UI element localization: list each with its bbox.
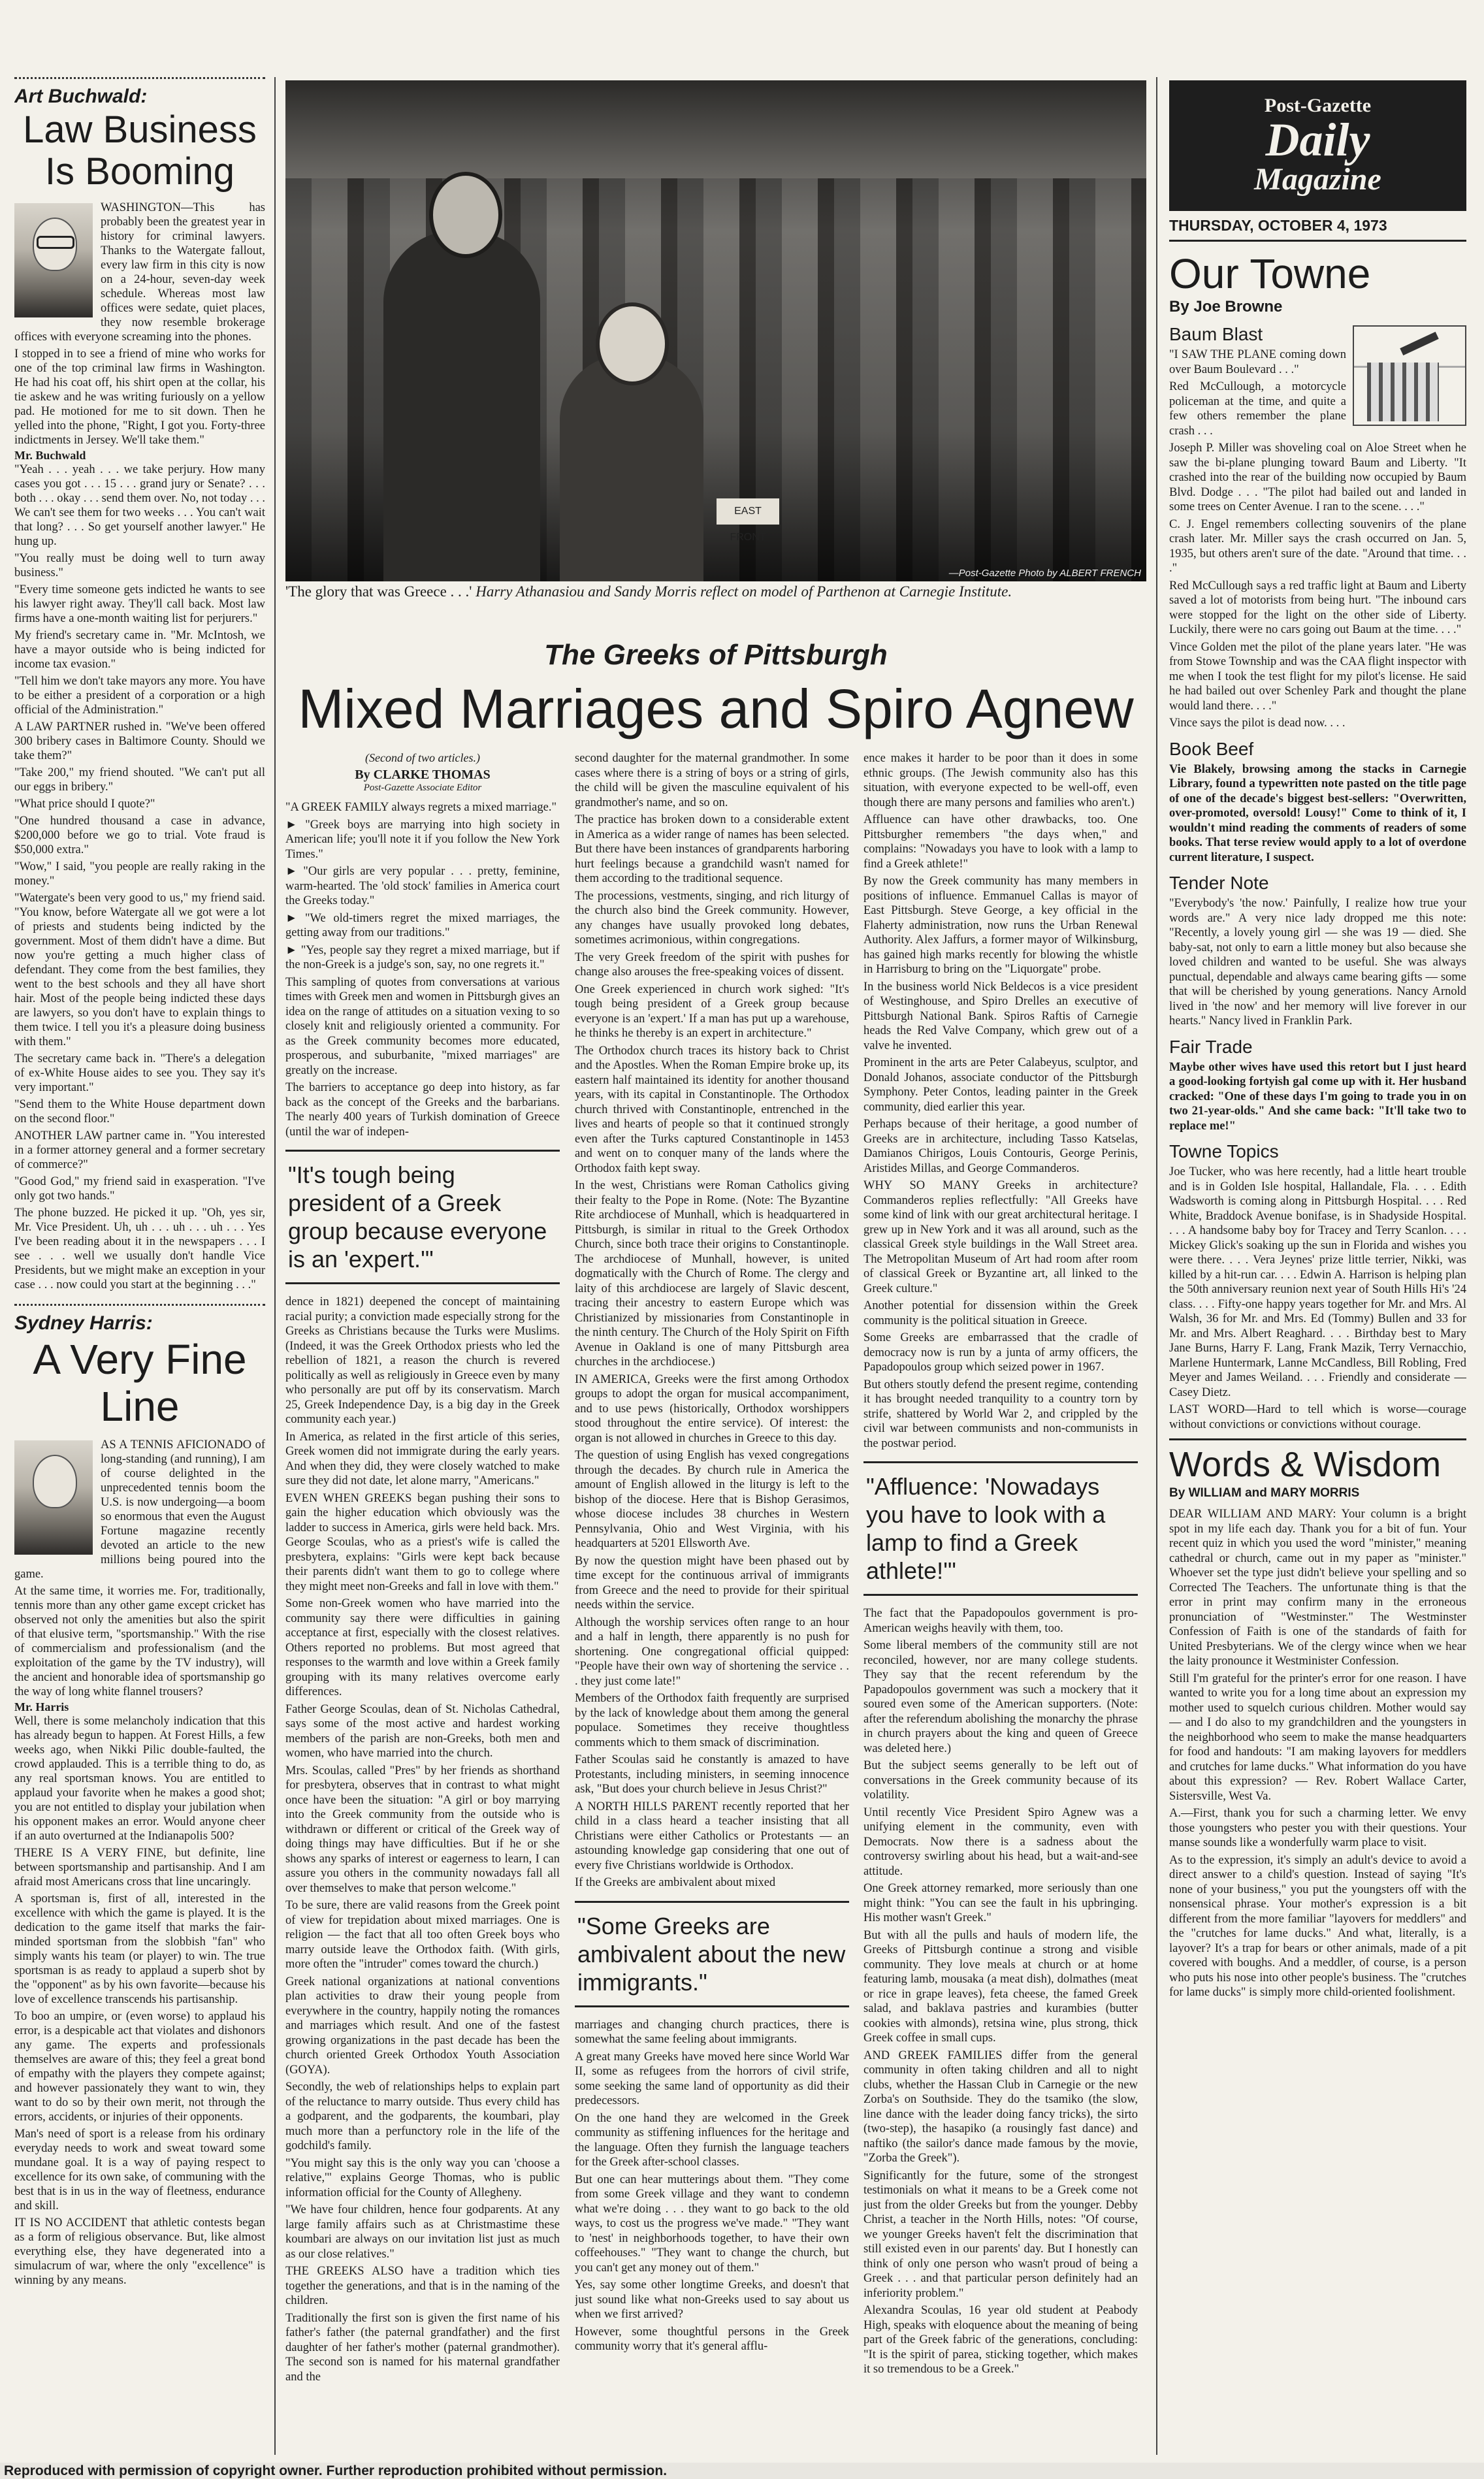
buchwald-paragraph: I stopped in to see a friend of mine who works for one of the top criminal law firms in Washington. He had his coat off, his shirt open at the collar, his tie askew and he was writing furiously on a yellow pad. He motioned for me to sit down. Then he yelled into the phone, "Right, I got you. Forty-three indictments in Jersey. We'll take them." — [14, 348, 265, 447]
buchwald-paragraph: "Good God," my friend said in exasperation. "I've only got two hands." — [14, 1175, 265, 1203]
greeks-column-2 — [575, 751, 849, 2459]
buchwald-kicker: Art Buchwald: — [14, 86, 148, 107]
article-paragraph: By now the Greek community has many members in positions of influence. Emmanuel Callas is mayor of East Pittsburgh. Steve George, a key official in the Flaherty administration, now runs the Urban Renewal Authority. Alex Jaffurs, a former mayor of Wilkinsburg, has gained high marks recently for blowing the whistle in Harrisburg to bring on the "Liquorgate" probe. — [863, 875, 1138, 976]
buchwald-paragraph: "Every time someone gets indicted he wants to see his lawyer right away. They'll call back. Most law firms have a one-month waiting list for perjurers." — [14, 583, 265, 625]
article-paragraph: In America, as related in the first article of this series, Greek women did not immigrate during the early years. And when they did, they were closely watched to make sure they did not date, let alone marry, "Americans." — [285, 1430, 560, 1487]
mug-caption: Mr. Harris — [14, 1700, 69, 1713]
article-paragraph: Greek national organizations at national conventions plan activities to draw their young people from everywhere in the country, happily noting the romances and marriages which result. And one of the fastest growing organizations in the past decade has been the church oriented Greek Orthodox Youth Association (GOYA). — [285, 1975, 560, 2077]
article-paragraph: WHY SO MANY Greeks in architecture? Commanderos replies reflectfully: "All Greeks have some kind of link with our great architectural heritage. I grew up in New York and it was all around, such as the classical Greek style buildings in the Wall Street area. The Metropolitan Museum of Art had room after room of classical Greek or Byzantine art, all linked to the Greek culture." — [863, 1179, 1138, 1295]
towne-paragraph: Joseph P. Miller was shoveling coal on Aloe Street when he saw the bi-plane plunging toward Baum and Liberty. "It crashed into the rear of the building now occupied by Baum Blvd. Dodge . . . "The pilot had bailed out and landed in some trees on Center Avenue. I ran to the scene. . . ." — [1169, 442, 1466, 513]
towne-subhead: Baum Blast — [1169, 324, 1263, 344]
article-paragraph: On the one hand they are welcomed in the Greek community as stiffening influences for the heritage and the language. Often they furnish the language teachers for the Greek after-school classes. — [575, 2111, 849, 2169]
towne-subhead: Tender Note — [1169, 873, 1269, 893]
article-paragraph: ► "Our girls are very popular . . . pretty, feminine, warm-hearted. The 'old stock' families in America court the Greeks today." — [285, 865, 560, 907]
words-paragraph: A.—First, thank you for such a charming letter. We envy those youngsters who pester you with their questions. Your manse sounds like a wonderfully warm place to visit. — [1169, 1807, 1466, 1849]
article-paragraph: However, some thoughtful persons in the Greek community worry that it's general afflu- — [575, 2325, 849, 2353]
towne-subhead: Towne Topics — [1169, 1141, 1279, 1161]
photo-caption — [285, 583, 1146, 600]
column-divider — [274, 77, 276, 2455]
towne-headline: Our Towne — [1169, 250, 1371, 297]
harris-mug — [14, 1440, 93, 1555]
article-paragraph: ence makes it harder to be poor than it does in some ethnic groups. (The Jewish community also has this situation, with everyone expected to be well-off, even though there are many persons and families who aren't.) — [863, 752, 1138, 809]
article-paragraph: Although the worship services often range to an hour and a half in length, there apparently is no push for shortening. One congregational official quipped: "People have their own way of shortening the service . . . they just come late!" — [575, 1615, 849, 1688]
words-headline: Words & Wisdom — [1169, 1438, 1466, 1485]
buchwald-paragraph: A LAW PARTNER rushed in. "We've been offered 300 bribery cases in Baltimore County. Should we take them?" — [14, 721, 265, 762]
mug-caption: Mr. Buchwald — [14, 449, 86, 462]
copyright-footer: Reproduced with permission of copyright owner. Further reproduction prohibited without permission. — [0, 2463, 1484, 2479]
article-paragraph: dence in 1821) deepened the concept of maintaining racial purity; a conviction made especially strong for the Greeks as Christians because the Turks were Muslims. (Indeed, it was the Greek Orthodox priests who led the rebellion of 1821, a reason the church is revered politically as well as religiously in Greece even by many who personally are put off by its conservatism. March 25, Greek Independence Day, is a big day in the Greek community each year.) — [285, 1295, 560, 1426]
article-paragraph: THE GREEKS ALSO have a tradition which ties together the generations, and that is in the naming of the children. — [285, 2265, 560, 2307]
towne-paragraph: "I SAW THE PLANE coming down over Baum Boulevard . . ." — [1169, 348, 1346, 376]
article-paragraph: One Greek experienced in church work sighed: "It's tough being president of a Greek group because everyone is an 'expert.' If a man has put up a warehouse, he thinks he thereby is an expert in architecture." — [575, 982, 849, 1040]
words-paragraph: As to the expression, it's simply an adult's device to avoid a direct answer to a child's question. Instead of saying "It's none of your business," you put the youngsters off with the nonsensical phrase. Your mother's expression is a bit different from the more familiar "layovers for meddlers" and the "crutches for lame ducks." And what, literally, is a layover? It's a trap for bears or other animals, made of a pit covered with boughs. And a meddler, of course, is a person who puts his nose into other people's business. The "crutches for lame ducks" is simply more child-oriented foolishment. — [1169, 1853, 1466, 1999]
masthead-line1: Post-Gazette — [1264, 95, 1372, 116]
harris-paragraph: AS A TENNIS AFICIONADO of long-standing (and running), I am of course delighted in the unprecedented tennis boom the U.S. is now undergoing—a boom so enormous that even the August Fortune magazine recently devoted an article to the new millions being poured into the game. — [14, 1438, 265, 1581]
parthenon-photo — [285, 80, 1146, 581]
article-paragraph: IN AMERICA, Greeks were the first among Orthodox groups to adopt the organ for musical accompaniment, and to use pews (historically, Orthodox worshippers stood throughout the entire service). Of interest: the organ is not allowed in churches in Greece to this day. — [575, 1372, 849, 1445]
buchwald-paragraph: "What price should I quote?" — [14, 798, 155, 811]
byline: By CLARKE THOMAS — [355, 768, 491, 782]
words-byline: By WILLIAM and MARY MORRIS — [1169, 1486, 1360, 1500]
article-paragraph: AND GREEK FAMILIES differ from the general community in often taking children and all to night clubs, whether the Hassan Club in Carnegie or the new Zorba's on Southside. They do the tsamiko (the slow, line dance with the leader doing fancy tricks), the sirto (two-step), the hasapiko (a rousingly fast dance) and naftiko (the sailor's dance made famous by the movie, "Zorba the Greek"). — [863, 2049, 1138, 2165]
article-paragraph: ► "Greek boys are marrying into high society in American life; you'll note it if you follow the New York Times." — [285, 818, 560, 861]
article-paragraph: The fact that the Papadopoulos government is pro-American weighs heavily with them, too. — [863, 1607, 1138, 1635]
harris-paragraph: At the same time, it worries me. For, traditionally, tennis more than any other game except cricket has observed not only the amenities but also the spirit of that elusive term, "sportsmanship." With the rise of commercialism and professionalism (and the exploitation of the game by the TV industry), will the ancient and honorable idea of sportsmanship go the way of long white flannel trousers? — [14, 1585, 265, 1698]
towne-paragraph: LAST WORD—Hard to tell which is worse—courage without convictions or convictions without courage. — [1169, 1403, 1466, 1431]
article-paragraph: Affluence can have other drawbacks, too. One Pittsburgher remembers "the days when," and complains: "Nowadays you have to look with a lamp to find a Greek athlete!" — [863, 813, 1138, 871]
greeks-column-3 — [863, 751, 1138, 2459]
towne-paragraph: Maybe other wives have used this retort but I just heard a good-looking fortyish gal come up with it. Her husband cracked: "One of these days I'm going to trade you in on two 21-year-olds." And she came back: "It'll take two to replace me!" — [1169, 1060, 1466, 1133]
plane-crash-sketch — [1353, 325, 1466, 426]
harris-paragraph: THERE IS A VERY FINE, but definite, line between sportsmanship and partisanship. And I am afraid most Americans cross that line uncaringly. — [14, 1847, 265, 1888]
article-paragraph: A great many Greeks have moved here since World War II, some as refugees from the horrors of civil strife, some seeking the same land of opportunity as did their predecessors. — [575, 2050, 849, 2107]
harris-column — [14, 1438, 265, 2288]
buchwald-column — [14, 201, 265, 1292]
buchwald-paragraph: "Watergate's been very good to us," my friend said. "You know, before Watergate all we got were a lot of priests and students being indicted by the government. Most of them didn't have a dime. But now you're getting a much higher class of defendant. They come from the best families, they went to the best schools and they all have short hair. Most of the people being indicted these days are lawyers, so you don't have to explain things to them twice. I tell you it's a pleasure doing business with them." — [14, 892, 265, 1048]
pull-quote: "Some Greeks are ambivalent about the new immigrants." — [575, 1901, 849, 2007]
masthead-line2: Daily — [1265, 114, 1370, 166]
towne-subhead: Book Beef — [1169, 738, 1254, 759]
column-rule — [14, 1304, 265, 1306]
byline-title: Post-Gazette Associate Editor — [363, 783, 482, 793]
masthead-line3: Magazine — [1254, 162, 1381, 197]
masthead — [1169, 80, 1466, 211]
article-paragraph: Alexandra Scoulas, 16 year old student at Peabody High, speaks with eloquence about the meaning of being part of the Greek fabric of the generations, concluding: "It is the spirit of parea, sticking together, which makes it so tremendous to be a Greek." — [863, 2304, 1138, 2376]
caption-quote: 'The glory that was Greece . . .' — [285, 583, 472, 600]
towne-paragraph: C. J. Engel remembers collecting souvenirs of the plane crash later. Mr. Miller says the crash occurred on Jan. 5, 1935, but others aren't sure of the date. "Around that time. . . ." — [1169, 517, 1466, 575]
left-column — [14, 77, 265, 2461]
caption-text: Harry Athanasiou and Sandy Morris reflect on model of Parthenon at Carnegie Institute. — [476, 583, 1012, 600]
buchwald-paragraph: ANOTHER LAW partner came in. "You interested in a former attorney general and a former secretary of commerce?" — [14, 1129, 265, 1171]
article-paragraph: ► "We old-timers regret the mixed marriages, the getting away from our traditions." — [285, 911, 560, 939]
series-title: The Greeks of Pittsburgh — [544, 639, 888, 671]
article-paragraph: The very Greek freedom of the spirit with pushes for change also arouses the free-speaking voices of dissent. — [575, 950, 849, 979]
article-paragraph: Mrs. Scoulas, called "Pres" by her friends as shorthand for presbytera, observes that in contrast to what might once have been the situation: "A girl or boy marrying into the Greek community from the outside who is withdrawn or different or critical of the Greek way of doing things may have difficulties. But if he or she shows any sparks of interest or eagerness to learn, I can assure you others in the community nowadays fall all over themselves to make that person welcome." — [285, 1764, 560, 1895]
buchwald-paragraph: "One hundred thousand a case in advance, $200,000 before we go to trial. Vote fraud is $50,000 extra." — [14, 815, 265, 856]
column-rule — [14, 77, 265, 79]
article-paragraph: If the Greeks are ambivalent about mixed — [575, 1876, 776, 1889]
article-paragraph: Perhaps because of their heritage, a good number of Greeks are in architecture, including Tasso Katselas, Damianos Chirigos, Louis Contouris, George Perinis, Aristides Millas, and George Commanderos. — [863, 1118, 1138, 1175]
towne-paragraph: "Everybody's 'the now.' Painfully, I realize how true your words are." A very nice lady dropped me this note: "Recently, a lovely young girl — she was 19 — died. She baby-sat, not only to earn a little money but also because she loved children and wanted to be useful. She was always punctual, dependable and always came bearing gifts — some that will be cherished by young generations. Nancy Arnold lived in 'the now' and her memory will live forever in our hearts." Nancy lived in Franklin Park. — [1169, 897, 1466, 1028]
article-paragraph: The practice has broken down to a considerable extent in America as a wider range of names has been selected. But there have been instances of grandparents harboring hurt feelings because a grandchild wasn't named for them according to the traditional sequence. — [575, 813, 849, 885]
article-paragraph: Father Scoulas said he constantly is amazed to have Protestants, including ministers, in seeming innocence ask, "But does your church believe in Jesus Christ?" — [575, 1753, 849, 1796]
article-paragraph: Father George Scoulas, dean of St. Nicholas Cathedral, says some of the most active and hardest working members of the parish are non-Greeks, both men and women, who have married into the church. — [285, 1702, 560, 1760]
article-paragraph: But others stoutly defend the present regime, contending it has brought needed tranquility to a country torn by strife, shattered by World War 2, and crippled by the civil war between communists and non-communists in the postwar period. — [863, 1378, 1138, 1450]
greeks-column-1 — [285, 751, 560, 2459]
article-paragraph: second daughter for the maternal grandmother. In some cases where there is a string of boys or a string of girls, the child will be given the masculine equivalent of his grandmother's name, and so on. — [575, 752, 849, 809]
article-paragraph: Secondly, the web of relationships helps to explain part of the reluctance to marry outside. Thus every child has a godparent, and the godparents, the koumbari, play much more than a perfunctory role in the life of the godchild's family. — [285, 2081, 560, 2152]
towne-paragraph: Vince Golden met the pilot of the plane years later. "He was from Stowe Township and was the CAA flight inspector with me when I took the test flight for my pilot's license. He said he had bailed out over Schenley Park and thought the plane would land there. . . ." — [1169, 640, 1466, 713]
article-paragraph: Some non-Greek women who have married into the community say there were difficulties in gaining acceptance at first, especially with the closest relatives. Others reported no problems. But most agreed that responses to the warmth and love within a Greek family grouping with its many relatives overcome early differences. — [285, 1597, 560, 1698]
article-paragraph: The processions, vestments, singing, and rich liturgy of the church also bind the Greek community. However, any changes have usually provoked long debates, sometimes acrimonious, within congregations. — [575, 889, 849, 947]
series-note: (Second of two articles.) — [365, 751, 480, 764]
article-paragraph: Significantly for the future, some of the strongest testimonials on what it means to be a Greek come not just from the older Greeks but from the younger. Debby Christ, a teacher in the North Hills, notes: "Of course, we younger Greeks haven't felt the discrimination that still existed even in our parents' day. But I honestly can think of only one person who wasn't proud of being a Greek . . . and that particular person definitely had an inferiority problem." — [863, 2169, 1138, 2300]
pull-quote: "Affluence: 'Nowadays you have to look with a lamp to find a Greek athlete!'" — [863, 1461, 1138, 1596]
dateline: THURSDAY, OCTOBER 4, 1973 — [1169, 217, 1466, 242]
harris-headline: A Very Fine Line — [33, 1336, 247, 1430]
buchwald-paragraph: "Yeah . . . yeah . . . we take perjury. How many cases you got . . . 15 . . . grand jury or Senate? . . . both . . . okay . . . send them over. No, not today . . . We can't see them for two weeks . . . You can't wait that long? . . . So get yourself another lawyer." He hung up. — [14, 463, 265, 548]
buchwald-paragraph: The phone buzzed. He picked it up. "Oh, yes sir, Mr. Vice President. Uh, uh . . . uh . . . uh . . . Yes I've been reading about it in the newspapers . . . I see . . . well we usually don't handle Vice Presidents, but we might make an exception in your case . . . now could you start at the beginning . . ." — [14, 1207, 265, 1291]
harris-paragraph: A sportsman is, first of all, interested in the excellence with which the game is played. It is the dedication to the game itself that marks the fair-minded sportsman from the slobbish "fan" who simply wants his team (or player) to win. The true sportsman is as ready to applaud a superb shot by the "opponent" as by his own favorite—because his love of excellence transcends his partisanship. — [14, 1892, 265, 2006]
article-paragraph: Some Greeks are embarrassed that the cradle of democracy now is run by a junta of army officers, the Papadopoulos group which seized power in 1967. — [863, 1331, 1138, 1374]
towne-byline: By Joe Browne — [1169, 298, 1283, 316]
words-paragraph: DEAR WILLIAM AND MARY: Your column is a bright spot in my life each day. Thank you for a bit of fun. Your recent quiz in which you used the word "minister," meaning cathedral or church, came out in my paper as "minister." Whoever set the type just didn't believe your spelling and so Corrected The Teachers. The unfortunate thing is that the error in print may confirm many in the erroneous pronunciation of "Westminster." The Westminster Confession of Faith is one of the standards of faith for United Presbyterians. We of the clergy wince when we hear the laity pronounce it Westminister Confession. — [1169, 1508, 1466, 1668]
article-paragraph: "We have four children, hence four godparents. At any large family affairs such as at Christmastime these koumbari are always on our invitation list just as much as our close relatives." — [285, 2203, 560, 2261]
buchwald-paragraph: "You really must be doing well to turn away business." — [14, 552, 265, 579]
words-paragraph: Still I'm grateful for the printer's error for one reason. I have wanted to write you for a long time about an expression my mother used to squelch curious children. Mother would say — and I do also to my grandchildren and the youngsters in the neighborhood who seem to make the manse headquarters for food and handouts: "I am making layovers for meddlers and crutches for lame ducks." What information do you have about this expression? — Rev. Robert Wallace Carter, Sistersville, West Va. — [1169, 1672, 1466, 1803]
harris-paragraph: Man's need of sport is a release from his ordinary everyday needs to work and sweat toward some mundane goal. It is a way of paying respect to excellence for its own sake, of communing with the best that is in us in the way of fleetness, endurance and skill. — [14, 2128, 265, 2212]
buchwald-paragraph: "Tell him we don't take mayors any more. You have to be either a president of a corporation or a high official of the Administration." — [14, 675, 265, 717]
article-paragraph: Traditionally the first son is given the first name of his father's father (the paternal grandfather) and the first daughter of her father's mother (paternal grandmother). The second son is named for his maternal grandfather and the — [285, 2311, 560, 2384]
buchwald-paragraph: My friend's secretary came in. "Mr. McIntosh, we have a mayor outside who is being indicted for income tax evasion." — [14, 629, 265, 671]
harris-paragraph: Well, there is some melancholy indication that this has already begun to happen. At Forest Hills, a few weeks ago, when Nikki Pilic double-faulted, the crowd applauded. This is a terrible thing to do, as any real sportsman knows. You are entitled to applaud your favorite when he makes a good shot; you are not entitled to display your jubilation when his opponent makes an error. Would anyone cheer if an auto overturned at the Indianapolis 500? — [14, 1715, 265, 1843]
harris-paragraph: IT IS NO ACCIDENT that athletic contests began as a form of religious observance. But, like almost everything else, they have degenerated into a simulacrum of war, where the only "excellence" is winning by any means. — [14, 2216, 265, 2287]
article-paragraph: In the west, Christians were Roman Catholics giving their fealty to the Pope in Rome. (Note: The Byzantine Rite archdiocese of Munhall, which is headquartered in Pittsburgh, is similar in ritual to the Greek Orthodox Church, since both trace their origins to Constantinople. The archdiocese of Munhall, however, is united dogmatically with the Church of Rome. The clergy and laity of this archdiocese are largely of Slavic descent, tracing their ancestry to eastern Europe which was Christianized by missionaries from Constantinople in the ninth century. The Church of the Holy Spirit on Fifth Avenue in Oakland is one of many Pittsburgh area churches in the archdiocese.) — [575, 1179, 849, 1369]
buchwald-paragraph: "Wow," I said, "you people are really raking in the money." — [14, 860, 265, 888]
article-paragraph: Members of the Orthodox faith frequently are surprised by the lack of knowledge about them among the general populace. Sometimes they receive thoughtless comments which to them smack of discrimination. — [575, 1692, 849, 1749]
pull-quote: "It's tough being president of a Greek group because everyone is an 'expert.'" — [285, 1150, 560, 1284]
buchwald-headline: Law Business Is Booming — [23, 108, 257, 193]
towne-subhead: Fair Trade — [1169, 1036, 1253, 1057]
article-paragraph: To be sure, there are valid reasons from the Greek point of view for trepidation about mixed marriages. One is religion — the fact that all too often Greek boys who marry outside leave the Orthodox faith. (With girls, more often the "intruder" comes toward the church.) — [285, 1899, 560, 1971]
towne-paragraph: Vie Blakely, browsing among the stacks in Carnegie Library, found a typewritten note pasted on the title page of one of the decade's biggest best-sellers: "Overwritten, over-promoted, oversold! Lousy!" Come to think of it, I wouldn't mind reading the comments of readers of some books. That terse review would apply to a lot of overdone current literature, I suspect. — [1169, 762, 1466, 864]
buchwald-mug — [14, 203, 93, 317]
article-paragraph: "You might say this is the only way you can 'choose a relative,'" explains George Thomas, who is public information official for the County of Allegheny. — [285, 2156, 560, 2199]
article-paragraph: Some liberal members of the community still are not reconciled, however, nor are many college students. They say that the recent referendum by the Papadopoulos government was such a mockery that it soured even some of the American supporters. (Note: after the referendum abolishing the monarchy the phrase in church prayers about the king and queen of Greece was deleted here.) — [863, 1639, 1138, 1755]
article-paragraph: A NORTH HILLS PARENT recently reported that her child in a class heard a teacher insisting that all Christians were either Catholics or Protestants — an astounding knowledge gap considering that one out of every five Christians worldwide is Orthodox. — [575, 1800, 849, 1872]
article-paragraph: Prominent in the arts are Peter Calabeyus, sculptor, and Donald Johanos, associate conductor of the Pittsburgh Symphony. Peter Contos, leading painter in the Greek community, died earlier this year. — [863, 1056, 1138, 1114]
photo-credit: —Post-Gazette Photo by ALBERT FRENCH — [948, 568, 1141, 579]
harris-paragraph: To boo an umpire, or (even worse) to applaud his error, is a despicable act that violates and dishonors any game. The experts and professionals themselves are aware of this; they feel a great bond of empathy with the players they compete against; and however passionately they want to win, they want to do so by their own merit, not through the errors, accidents, or injuries of their opponents. — [14, 2010, 265, 2124]
towne-paragraph: Red McCullough, a motorcycle policeman at the time, and quite a few others remember the plane crash . . . — [1169, 380, 1346, 438]
harris-kicker: Sydney Harris: — [14, 1312, 153, 1334]
article-paragraph: ► "Yes, people say they regret a mixed marriage, but if the non-Greek is a judge's son, say, no one regrets it." — [285, 943, 560, 971]
article-paragraph: Until recently Vice President Spiro Agnew was a unifying element in the community, even with Democrats. Now there is a sadness about the controversy swirling about his head, but a wait-and-see attitude. — [863, 1806, 1138, 1878]
column-divider — [1156, 77, 1157, 2455]
article-paragraph: The question of using English has vexed congregations through the decades. By church rule in America the amount of English allowed in the liturgy is left to the bishop of the diocese. Here that is Bishop Gerasimos, whose diocese includes 38 churches in Western Pennsylvania, Ohio and West Virginia, with his headquarters at 5201 Ellsworth Ave. — [575, 1449, 849, 1550]
towne-paragraph: Red McCullough says a red traffic light at Baum and Liberty saved a lot of motorists from being hurt. "The inbound cars were stopped for the light on the other side of Liberty. Luckily, there were no cars going out Baum at the time. . . ." — [1169, 579, 1466, 636]
article-paragraph: Another potential for dissension within the Greek community is the political situation in Greece. — [863, 1299, 1138, 1327]
article-paragraph: But one can hear mutterings about them. "They come from some Greek village and they want to condemn what we're doing . . . they want to go back to the old ways, to cost us the progress we've made." "They want to 'nest' in neighborhoods together, to have their own coffeehouses." "They want to change the church, but you can't get any money out of them." — [575, 2173, 849, 2275]
towne-paragraph: Vince says the pilot is dead now. . . . — [1169, 717, 1346, 730]
article-paragraph: But with all the pulls and hauls of modern life, the Greeks of Pittsburgh continue a strong and visible community. They love meals at church or at home featuring lamb, mousaka (a meat dish), dolmathes (meat or rice in grape leaves), feta cheese, the famed Greek salad, and baklava pastries and kurambies (butter cookies with almonds), retsina wine, plus strong, thick Greek coffee in small cups. — [863, 1928, 1138, 2045]
article-paragraph: The Orthodox church traces its history back to Christ and the Apostles. When the Roman Empire broke up, its eastern half maintained its identity for another thousand years, with its capital in Constantinople. The Orthodox church thrived with Constantinople, entrenched in the lives and hearts of people so that it continued strongly even after the Turks captured Constantinople in 1453 and went on to conquer many of the lands where the Orthodox faith kept sway. — [575, 1044, 849, 1175]
buchwald-paragraph: "Take 200," my friend shouted. "We can't put all our eggs in bribery." — [14, 766, 265, 794]
article-paragraph: marriages and changing church practices, there is somewhat the same feeling about immigrants. — [575, 2018, 849, 2046]
article-paragraph: The barriers to acceptance go deep into history, as far back as the concept of the Greeks and the barbarians. The nearly 400 years of Turkish domination of Greece (until the war of indepen- — [285, 1081, 560, 1139]
photo-sign: EAST FRONT — [717, 498, 779, 525]
article-paragraph: EVEN WHEN GREEKS began pushing their sons to gain the higher education which obviously was the ladder to success in America, girls were held back. Mrs. George Scoulas, who as a priest's wife is called the presbytera, explains: "Girls were kept back because their parents didn't want them to go to college where they might meet non-Greeks and fall in love with them." — [285, 1491, 560, 1593]
right-column — [1169, 243, 1466, 2461]
article-paragraph: But the subject seems generally to be left out of conversations in the Greek community because of its volatility. — [863, 1759, 1138, 1802]
main-headline: Mixed Marriages and Spiro Agnew — [298, 678, 1134, 739]
article-paragraph: By now the question might have been phased out by time except for the continuous arrival of immigrants from Greece and the need to provide for their spiritual needs within the service. — [575, 1554, 849, 1612]
article-paragraph: One Greek attorney remarked, more seriously than one might think: "You can see the fault in his upbringing. His mother wasn't Greek." — [863, 1882, 1138, 1924]
article-paragraph: This sampling of quotes from conversations at various times with Greek men and women in Pittsburgh gives an idea on the range of attitudes on a situation vexing to so closely knit and religiously oriented a community. For as the Greek community becomes more educated, prosperous, and suburbanite, "mixed marriages" are greatly on the increase. — [285, 975, 560, 1077]
article-paragraph: Yes, say some other longtime Greeks, and doesn't that just sound like what non-Greeks used to say about us when we first arrived? — [575, 2278, 849, 2321]
towne-paragraph: Joe Tucker, who was here recently, had a little heart trouble and is in Golden Isle hospital, Hallandale, Fla. . . . Edith Wadsworth is coming along in Pittsburgh Hospital. . . . Red White, Braddock Avenue bonifase, is in Shadyside Hospital. . . . A handsome baby boy for Tracey and Terry Scanlon. . . . Mickey Glick's soaking up the sun in Florida and wishes you were there. . . . Vera Jeynes' prize little terrier, Nikki, was killed by a hit-run car. . . . Edwin A. Harrison is helping plan the 50th anniversary reunion next year of South Hills Hi's '24 class. . . . Fifty-one happy years together for Mr. and Mrs. Al Walsh, 36 for Mr. and Mrs. Ed (Tommy) Bullen and 33 for Mr. and Mrs. Albert Reaghard. . . . Birthday best to Mary Jane Burns, Harry F. Lang, Frank Mazik, Terry Vernacchio, Marlene Huntermark, Lanne McCandless, Bill Robling, Fred Meyer and James Weiland. . . . Friendly and considerate — Casey Dietz. — [1169, 1165, 1466, 1399]
buchwald-paragraph: "Send them to the White House department down on the second floor." — [14, 1098, 265, 1126]
article-paragraph: In the business world Nick Beldecos is a vice president of Westinghouse, and Spiro Drelles an executive of Pittsburgh National Bank. Spiros Raftis of Carnegie heads the Red Valve Company, which grew out of a valve he invented. — [863, 980, 1138, 1052]
buchwald-paragraph: WASHINGTON—This has probably been the greatest year in history for criminal lawyers. Thanks to the Watergate fallout, every law firm in this city is now on a 24-hour, seven-day week schedule. Whereas most law offices were sedate, quiet places, they now resemble brokerage offices with everyone screaming into the phones. — [14, 201, 265, 344]
article-paragraph: "A GREEK FAMILY always regrets a mixed marriage." — [285, 801, 557, 814]
buchwald-paragraph: The secretary came back in. "There's a delegation of ex-White House aides to see you. They say it's very important." — [14, 1052, 265, 1094]
